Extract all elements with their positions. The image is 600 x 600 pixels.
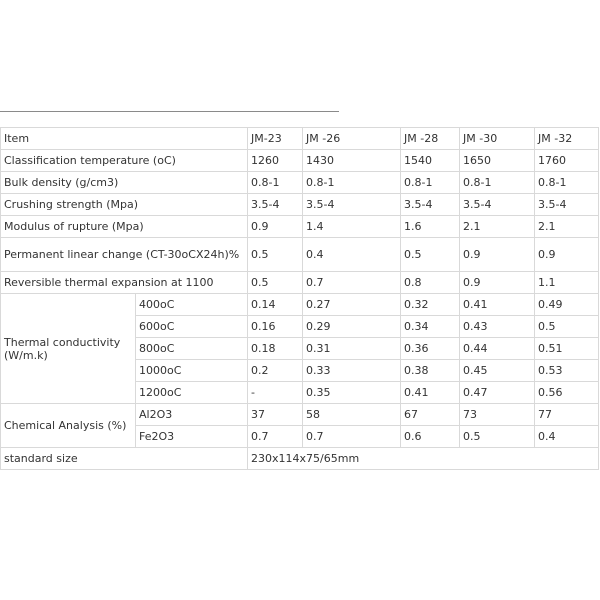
table-row-al2o3: [1, 404, 599, 426]
cell-value: 0.45: [460, 360, 535, 382]
cell-value: 0.7: [303, 272, 401, 294]
cell-value: 0.14: [248, 294, 303, 316]
temperature-label: 1000oC: [136, 360, 248, 382]
top-divider-line: [0, 111, 339, 112]
row-label: Classification temperature (oC): [1, 150, 248, 172]
cell-value: 1260: [248, 150, 303, 172]
header-grade: JM -28: [401, 128, 460, 150]
temperature-label: 1200oC: [136, 382, 248, 404]
table-row-header: [1, 128, 599, 150]
cell-value: 0.33: [303, 360, 401, 382]
cell-value: 0.5: [401, 238, 460, 272]
row-label: Reversible thermal expansion at 1100: [1, 272, 248, 294]
table-row-bulk-density: [1, 172, 599, 194]
temperature-label: 400oC: [136, 294, 248, 316]
cell-value: 0.5: [535, 316, 599, 338]
cell-value: 0.5: [248, 238, 303, 272]
cell-value: 1430: [303, 150, 401, 172]
cell-value: 0.8: [401, 272, 460, 294]
cell-value: 3.5-4: [248, 194, 303, 216]
cell-value: 0.8-1: [401, 172, 460, 194]
cell-value: 1.4: [303, 216, 401, 238]
cell-value: 37: [248, 404, 303, 426]
cell-value: 77: [535, 404, 599, 426]
cell-value: 0.4: [535, 426, 599, 448]
standard-size-value: 230x114x75/65mm: [248, 448, 599, 470]
cell-value: 3.5-4: [401, 194, 460, 216]
cell-value: 0.2: [248, 360, 303, 382]
table-row-thermal-expansion: [1, 272, 599, 294]
cell-value: 0.47: [460, 382, 535, 404]
cell-value: 1.6: [401, 216, 460, 238]
cell-value: 0.8-1: [460, 172, 535, 194]
table-row-modulus-of-rupture: [1, 216, 599, 238]
cell-value: 0.32: [401, 294, 460, 316]
table-row-conductivity-400: [1, 294, 599, 316]
cell-value: 2.1: [535, 216, 599, 238]
cell-value: 1.1: [535, 272, 599, 294]
cell-value: 1650: [460, 150, 535, 172]
refractory-spec-table: [0, 127, 599, 470]
cell-value: 2.1: [460, 216, 535, 238]
cell-value: 73: [460, 404, 535, 426]
compound-label: Al2O3: [136, 404, 248, 426]
table-row-crushing-strength: [1, 194, 599, 216]
cell-value: 0.8-1: [303, 172, 401, 194]
compound-label: Fe2O3: [136, 426, 248, 448]
cell-value: 1760: [535, 150, 599, 172]
cell-value: 0.41: [401, 382, 460, 404]
table-row-standard-size: [1, 448, 599, 470]
cell-value: 0.27: [303, 294, 401, 316]
header-item: Item: [1, 128, 248, 150]
cell-value: 58: [303, 404, 401, 426]
row-label: Crushing strength (Mpa): [1, 194, 248, 216]
header-grade: JM -32: [535, 128, 599, 150]
cell-value: 0.9: [248, 216, 303, 238]
cell-value: -: [248, 382, 303, 404]
cell-value: 0.4: [303, 238, 401, 272]
cell-value: 0.5: [248, 272, 303, 294]
cell-value: 0.29: [303, 316, 401, 338]
cell-value: 67: [401, 404, 460, 426]
cell-value: 3.5-4: [535, 194, 599, 216]
cell-value: 0.16: [248, 316, 303, 338]
cell-value: 0.41: [460, 294, 535, 316]
header-grade: JM -30: [460, 128, 535, 150]
cell-value: 0.5: [460, 426, 535, 448]
cell-value: 1540: [401, 150, 460, 172]
cell-value: 0.35: [303, 382, 401, 404]
temperature-label: 800oC: [136, 338, 248, 360]
cell-value: 0.18: [248, 338, 303, 360]
row-label: Modulus of rupture (Mpa): [1, 216, 248, 238]
cell-value: 0.7: [248, 426, 303, 448]
row-label-chemical-analysis: Chemical Analysis (%): [1, 404, 136, 448]
cell-value: 0.6: [401, 426, 460, 448]
cell-value: 0.8-1: [248, 172, 303, 194]
row-label: Bulk density (g/cm3): [1, 172, 248, 194]
cell-value: 0.31: [303, 338, 401, 360]
header-grade: JM -26: [303, 128, 401, 150]
cell-value: 0.38: [401, 360, 460, 382]
cell-value: 0.9: [535, 238, 599, 272]
cell-value: 0.8-1: [535, 172, 599, 194]
header-grade: JM-23: [248, 128, 303, 150]
row-label: standard size: [1, 448, 248, 470]
row-label-thermal-conductivity: Thermal conductivity (W/m.k): [1, 294, 136, 404]
cell-value: 3.5-4: [303, 194, 401, 216]
cell-value: 0.56: [535, 382, 599, 404]
table-row-classification: [1, 150, 599, 172]
cell-value: 0.9: [460, 272, 535, 294]
cell-value: 0.44: [460, 338, 535, 360]
cell-value: 0.49: [535, 294, 599, 316]
cell-value: 0.53: [535, 360, 599, 382]
cell-value: 0.51: [535, 338, 599, 360]
row-label: Permanent linear change (CT-30oCX24h)%: [1, 238, 248, 272]
temperature-label: 600oC: [136, 316, 248, 338]
cell-value: 0.9: [460, 238, 535, 272]
table-row-linear-change: [1, 238, 599, 272]
cell-value: 0.36: [401, 338, 460, 360]
cell-value: 0.43: [460, 316, 535, 338]
cell-value: 0.7: [303, 426, 401, 448]
cell-value: 3.5-4: [460, 194, 535, 216]
cell-value: 0.34: [401, 316, 460, 338]
